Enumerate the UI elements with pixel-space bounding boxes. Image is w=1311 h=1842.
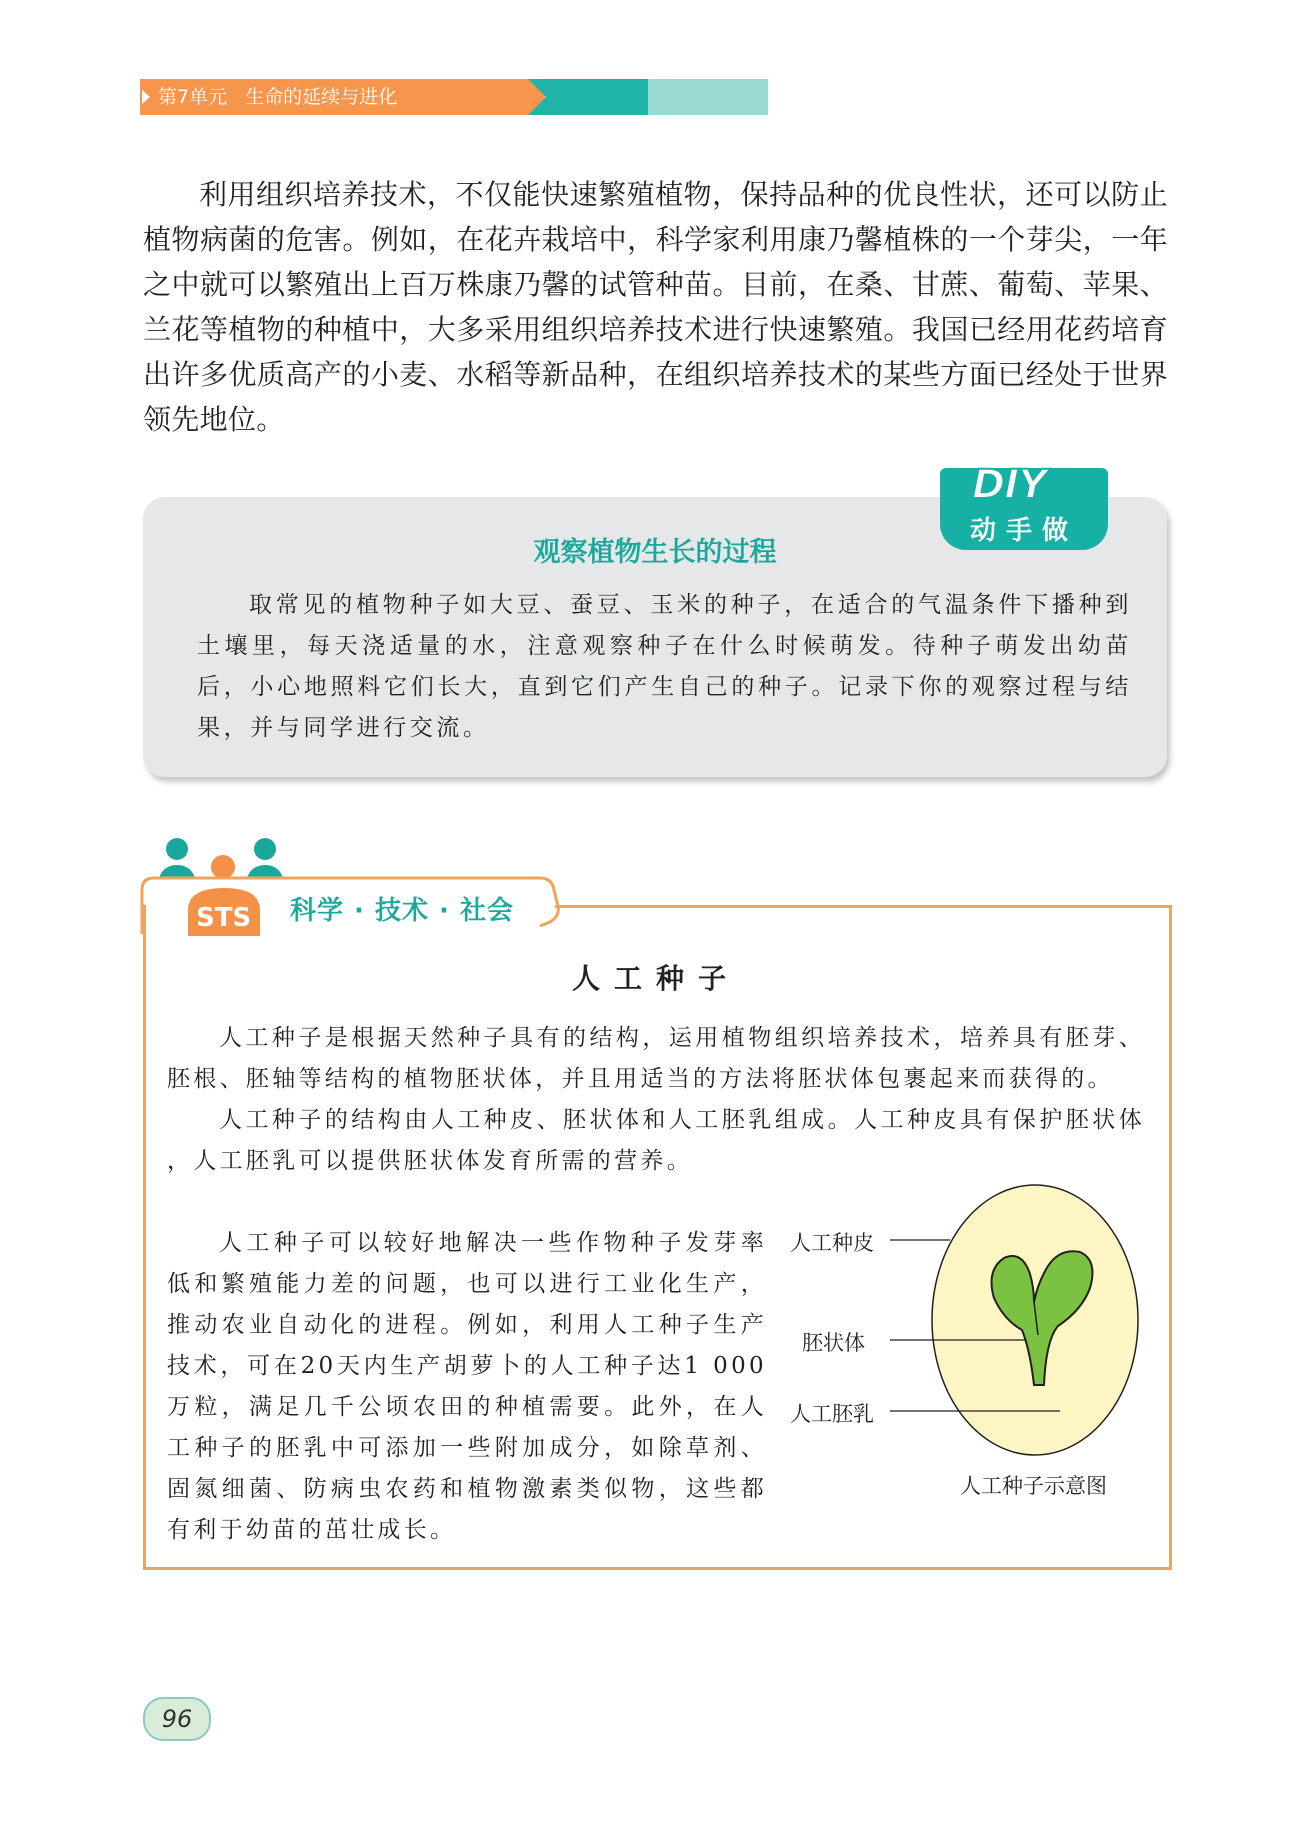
diy-text: 取常见的植物种子如大豆、蚕豆、玉米的种子，在适合的气温条件下播种到土壤里，每天浇适量的水，注意观察种子在什么时候萌发。待种子萌发出幼苗后，小心地照料它们长大，直到它们产生自己的种子。记录下你的观察过程与结果，并与同学进行交流。: [197, 592, 1132, 741]
sts-paragraph-3: 人工种子可以较好地解决一些作物种子发芽率低和繁殖能力差的问题，也可以进行工业化生产，推动农业自动化的进程。例如，利用人工种子生产技术，可在20天内生产胡萝卜的人工种子达1 000万粒，满足几千公顷农田的种植需要。此外，在人工种子的胚乳中可添加一些附加成分，如除草剂、固氮细菌、防病虫农药和植物激素类似物，这些都有利于幼苗的茁壮成长。: [167, 1230, 767, 1543]
header-orange-segment: [140, 79, 545, 115]
figure-caption: 人工种子示意图: [960, 1474, 1107, 1498]
diy-logo: DIY: [972, 462, 1047, 508]
diy-title: 观察植物生长的过程: [533, 537, 777, 568]
header-text: [158, 79, 397, 115]
unit-label: 第7单元: [158, 86, 228, 108]
label-artificial-endosperm: 人工胚乳: [790, 1402, 874, 1426]
sts-box-top-border: [555, 905, 1169, 908]
sts-paragraph-2-line1: 人工种子的结构由人工种皮、胚状体和人工胚乳组成。人工种皮具有保护胚状体: [219, 1107, 1145, 1133]
diy-badge-label: 动手做: [969, 516, 1078, 546]
header-light-segment: [648, 79, 768, 115]
sts-article-title: 人工种子: [571, 962, 740, 995]
sts-paragraph-2-rest: ，人工胚乳可以提供胚状体发育所需的营养。: [167, 1148, 693, 1174]
artificial-seed-figure: [790, 1170, 1150, 1520]
label-embryoid: 胚状体: [802, 1331, 865, 1355]
header-teal-segment: [528, 79, 656, 115]
sts-section-title: 科学 · 技术 · 社会: [290, 896, 514, 926]
page-number: 96: [143, 1697, 211, 1741]
label-artificial-seed-coat: 人工种皮: [790, 1231, 874, 1255]
sts-paragraph-1: 人工种子是根据天然种子具有的结构，运用植物组织培养技术，培养具有胚芽、胚根、胚轴等结构的植物胚状体，并且用适当的方法将胚状体包裹起来而获得的。: [167, 1025, 1145, 1092]
chapter-header: [140, 79, 768, 115]
intro-paragraph: 利用组织培养技术，不仅能快速繁殖植物，保持品种的优良性状，还可以防止植物病菌的危害。例如，在花卉栽培中，科学家利用康乃馨植株的一个芽尖，一年之中就可以繁殖出上百万株康乃馨的试管种苗。目前，在桑、甘蔗、葡萄、苹果、兰花等植物的种植中，大多采用组织培养技术进行快速繁殖。我国已经用花药培育出许多优质高产的小麦、水稻等新品种，在组织培养技术的某些方面已经处于世界领先地位。: [143, 178, 1168, 436]
unit-title: 生命的延续与进化: [245, 86, 398, 108]
sts-badge-text: STS: [196, 903, 252, 933]
